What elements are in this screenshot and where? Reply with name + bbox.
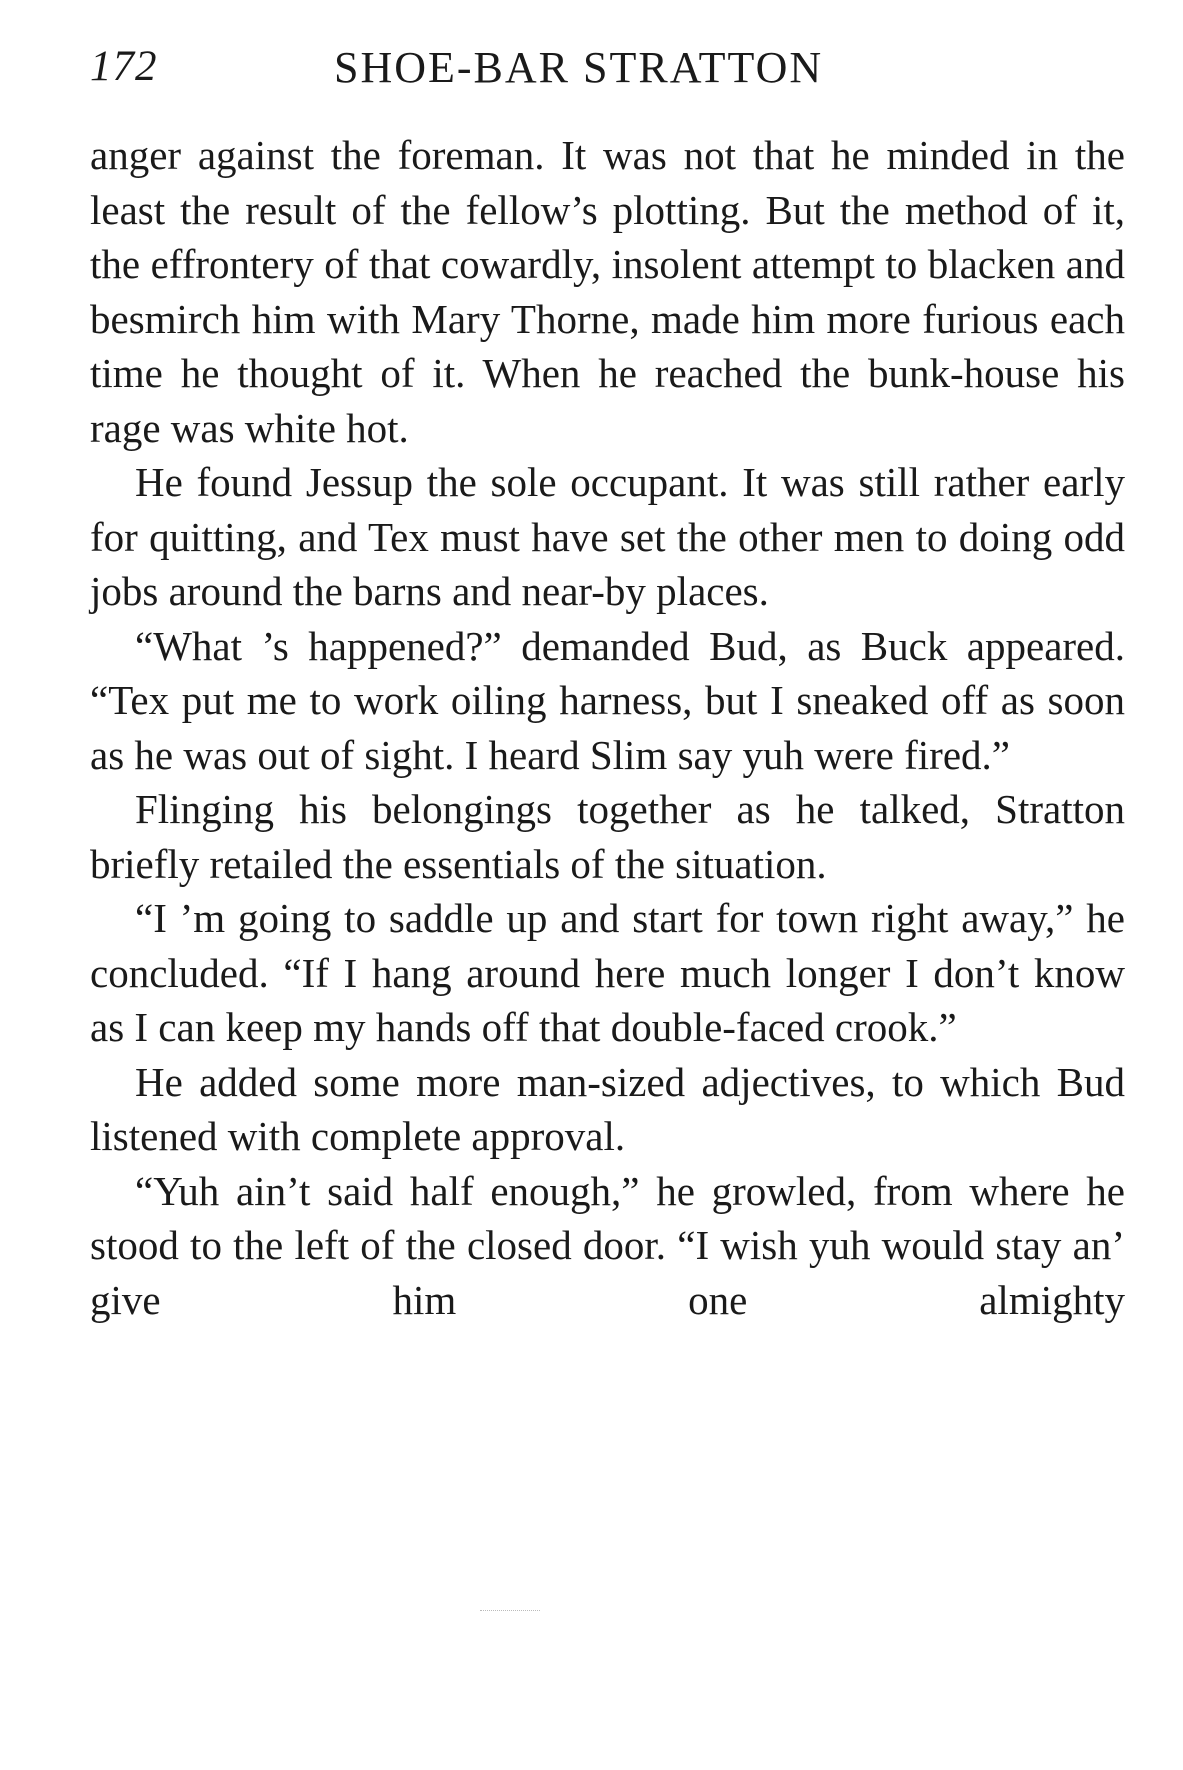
paragraph: Flinging his belongings together as he talked, Stratton briefly retailed the essentials of the situation. — [90, 786, 1125, 887]
page-number: 172 — [90, 43, 158, 90]
page-header — [90, 42, 1125, 102]
paragraph: “I ’m going to saddle up and start for town right away,” he concluded. “If I hang around here much longer I don’t know as I can keep my hands off that double-faced crook.” — [90, 895, 1125, 1050]
paragraph: He found Jessup the sole occupant. It was still rather early for quitting, and Tex must have set the other men to doing odd jobs around the barns and near-by places. — [90, 459, 1125, 614]
print-smudge — [480, 1610, 540, 1615]
running-head: SHOE-BAR STRATTON — [334, 43, 824, 92]
paragraph: “What ’s happened?” demanded Bud, as Buck appeared. “Tex put me to work oiling harness, but I sneaked off as soon as he was out of sight. I heard Slim say yuh were fired.” — [90, 622, 1125, 778]
paragraph: anger against the foreman. It was not that he minded in the least the result of the fellow’s plotting. But the method of it, the effrontery of that cowardly, insolent attempt to blacken and besmirch him with Mary Thorne, made him more furious each time he thought of it. When he reached the bunk-house his rage was white hot. — [90, 132, 1125, 451]
paragraph: He added some more man-sized adjectives, to which Bud listened with complete approval. — [90, 1058, 1125, 1159]
paragraph: “Yuh ain’t said half enough,” he growled, from where he stood to the left of the closed door. “I wish yuh would stay an’ give him one almighty — [90, 1167, 1125, 1323]
body-text — [90, 128, 1125, 1327]
